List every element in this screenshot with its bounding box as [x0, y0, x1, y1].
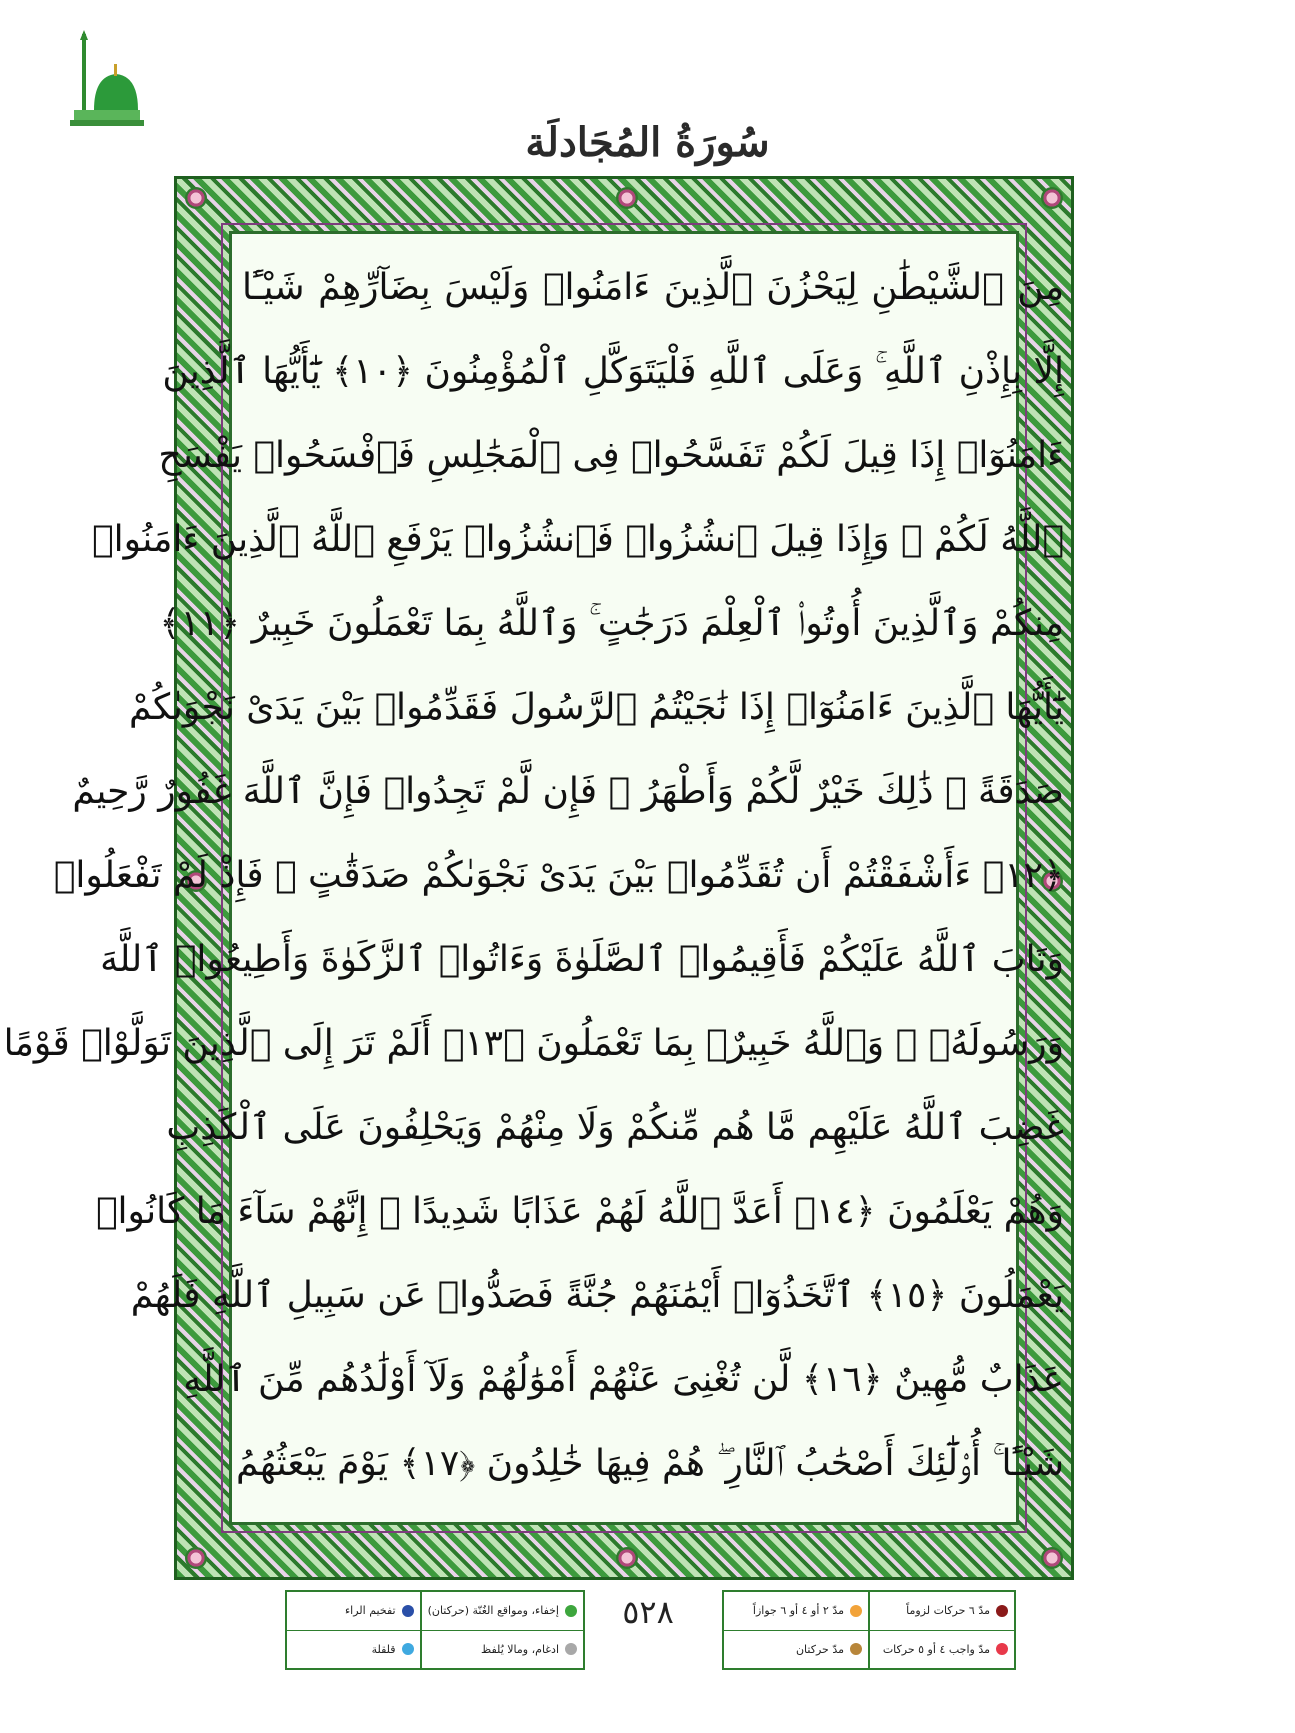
page-number: ٥٢٨ — [622, 1593, 674, 1631]
color-dot-icon — [565, 1605, 577, 1617]
text-line: شَيْـًٔا ۚ أُو۟لَٰٓئِكَ أَصْحَٰبُ ٱلنَّارِ ۖ هُمْ فِيهَا خَٰلِدُونَ ﴿١٧﴾ يَوْمَ يَبْعَثُهُمُ — [236, 1443, 1064, 1484]
text-line: وَتَابَ ٱللَّهُ عَلَيْكُمْ فَأَقِيمُوا۟ ٱلصَّلَوٰةَ وَءَاتُوا۟ ٱلزَّكَوٰةَ وَأَطِيعُوا۟ ٱللَّهَ — [100, 939, 1064, 980]
surah-title: سُورَةُ المُجَادلَة — [525, 119, 770, 166]
text-line: ٱللَّهُ لَكُمْ ۖ وَإِذَا قِيلَ ٱنشُزُوا۟ فَٱنشُزُوا۟ يَرْفَعِ ٱللَّهُ ٱلَّذِينَ ءَامَنُوا۟ — [92, 519, 1064, 560]
legend-item: تفخيم الراء — [287, 1592, 420, 1630]
color-dot-icon — [402, 1605, 414, 1617]
text-line: مِنَ ٱلشَّيْطَٰنِ لِيَحْزُنَ ٱلَّذِينَ ءَامَنُوا۟ وَلَيْسَ بِضَآرِّهِمْ شَيْـًٔا — [242, 267, 1064, 308]
text-line: غَضِبَ ٱللَّهُ عَلَيْهِم مَّا هُم مِّنكُمْ وَلَا مِنْهُمْ وَيَحْلِفُونَ عَلَى ٱلْكَذِبِ — [166, 1107, 1064, 1148]
legend-item: مدّ حركتان — [724, 1630, 868, 1669]
legend-item: مدّ واجب ٤ أو ٥ حركات — [870, 1630, 1014, 1669]
rosette-ornament — [616, 187, 638, 209]
legend-item: مدّ ٢ أو ٤ أو ٦ جوازاً — [724, 1592, 868, 1630]
rosette-ornament — [1041, 1547, 1063, 1569]
legend-item: إخفاء، ومواقع الغُنّة (حركتان) — [422, 1592, 583, 1630]
rosette-ornament — [1041, 187, 1063, 209]
text-line: مِنكُمْ وَٱلَّذِينَ أُوتُوا۟ ٱلْعِلْمَ دَرَجَٰتٍ ۚ وَٱللَّهُ بِمَا تَعْمَلُونَ خَبِيرٌ ﴿١١﴾ — [159, 603, 1064, 644]
text-line: يَعْمَلُونَ ﴿١٥﴾ ٱتَّخَذُوٓا۟ أَيْمَٰنَهُمْ جُنَّةً فَصَدُّوا۟ عَن سَبِيلِ ٱللَّهِ فَلَهُمْ — [130, 1275, 1064, 1316]
tajweed-legend-left — [285, 1590, 585, 1670]
text-line: ﴿١٢﴾ ءَأَشْفَقْتُمْ أَن تُقَدِّمُوا۟ بَيْنَ يَدَىْ نَجْوَىٰكُمْ صَدَقَٰتٍ ۚ فَإِذْ لَمْ تَفْعَلُوا۟ — [53, 855, 1064, 896]
rosette-ornament — [185, 187, 207, 209]
text-line: عَذَابٌ مُّهِينٌ ﴿١٦﴾ لَّن تُغْنِىَ عَنْهُمْ أَمْوَٰلُهُمْ وَلَآ أَوْلَٰدُهُم مِّنَ ٱللَّهِ — [183, 1359, 1064, 1400]
color-dot-icon — [996, 1643, 1008, 1655]
text-line: صَدَقَةً ۚ ذَٰلِكَ خَيْرٌ لَّكُمْ وَأَطْهَرُ ۚ فَإِن لَّمْ تَجِدُوا۟ فَإِنَّ ٱللَّهَ غَفُورٌ رَّحِيمٌ — [72, 771, 1064, 812]
tajweed-legend-right — [722, 1590, 1016, 1670]
legend-item: مدّ ٦ حركات لزوماً — [870, 1592, 1014, 1630]
color-dot-icon — [565, 1643, 577, 1655]
text-line: وَهُمْ يَعْلَمُونَ ﴿١٤﴾ أَعَدَّ ٱللَّهُ لَهُمْ عَذَابًا شَدِيدًا ۖ إِنَّهُمْ سَآءَ مَا كَانُوا۟ — [95, 1191, 1064, 1232]
rosette-ornament — [616, 1547, 638, 1569]
rosette-ornament — [185, 1547, 207, 1569]
text-line: وَرَسُولَهُۥ ۚ وَٱللَّهُ خَبِيرٌۢ بِمَا تَعْمَلُونَ ﴿١٣﴾ أَلَمْ تَرَ إِلَى ٱلَّذِينَ تَوَلَّوْا۟ قَوْمًا — [3, 1023, 1064, 1064]
text-line: ءَامَنُوٓا۟ إِذَا قِيلَ لَكُمْ تَفَسَّحُوا۟ فِى ٱلْمَجَٰلِسِ فَٱفْسَحُوا۟ يَفْسَحِ — [158, 435, 1064, 476]
color-dot-icon — [850, 1643, 862, 1655]
text-line: يَٰٓأَيُّهَا ٱلَّذِينَ ءَامَنُوٓا۟ إِذَا نَٰجَيْتُمُ ٱلرَّسُولَ فَقَدِّمُوا۟ بَيْنَ يَدَىْ نَجْوَىٰكُمْ — [129, 687, 1064, 728]
text-line: إِلَّا بِإِذْنِ ٱللَّهِ ۚ وَعَلَى ٱللَّهِ فَلْيَتَوَكَّلِ ٱلْمُؤْمِنُونَ ﴿١٠﴾ يَٰٓأَيُّهَا ٱلَّذِينَ — [162, 351, 1064, 392]
color-dot-icon — [402, 1643, 414, 1655]
color-dot-icon — [850, 1605, 862, 1617]
legend-item: قلقلة — [287, 1630, 420, 1669]
quran-text — [3, 246, 1064, 1512]
legend-item: ادغام، ومالا يُلفظ — [422, 1630, 583, 1669]
color-dot-icon — [996, 1605, 1008, 1617]
